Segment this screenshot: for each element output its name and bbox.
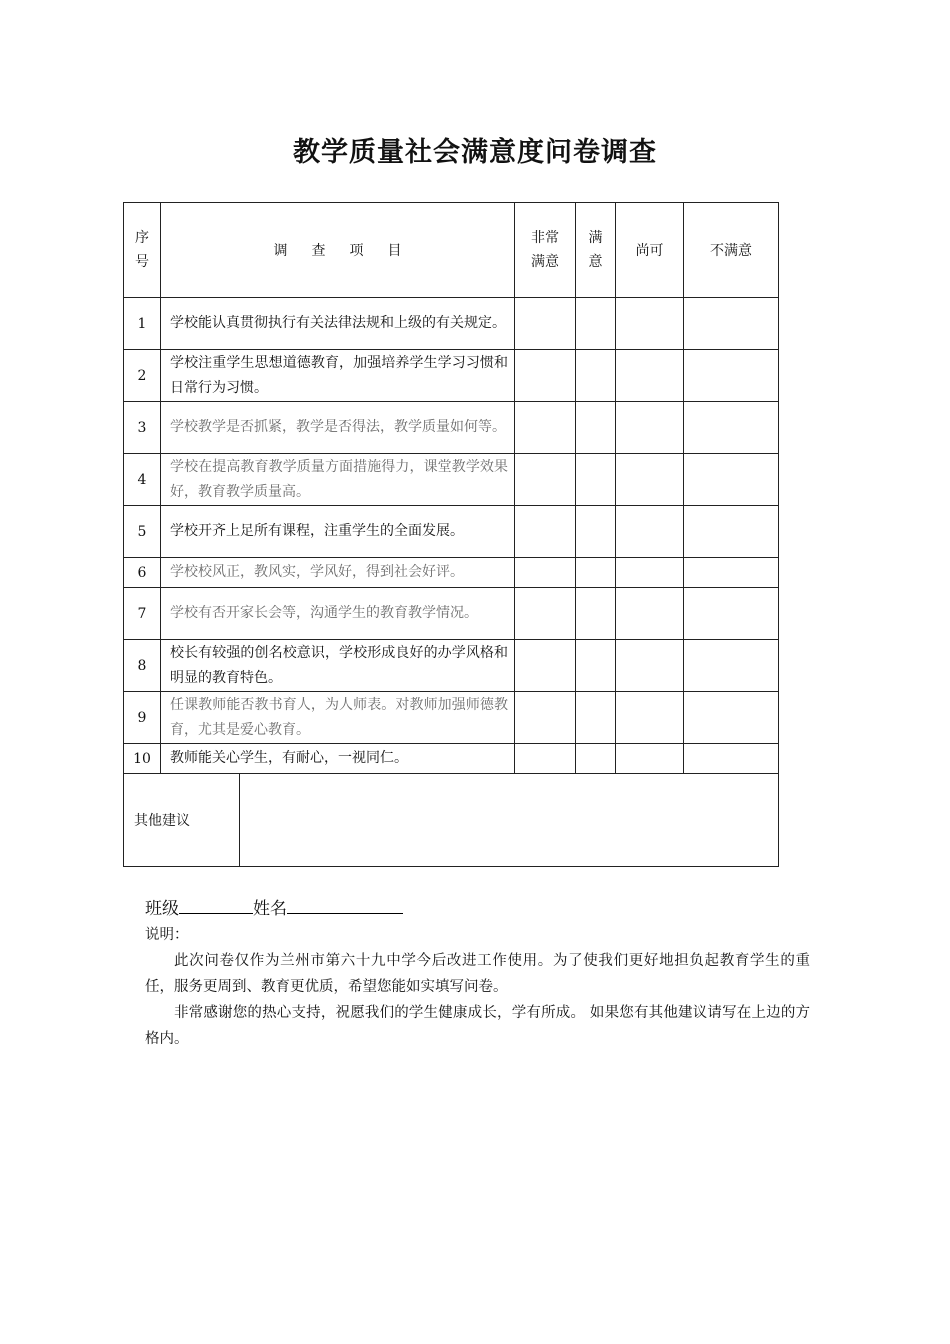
row-item-text: 学校开齐上足所有课程，注重学生的全面发展。 <box>161 506 515 558</box>
satisfied-cell[interactable] <box>576 506 616 558</box>
row-number: 8 <box>124 640 161 692</box>
dissatisfied-cell[interactable] <box>684 506 779 558</box>
acceptable-cell[interactable] <box>616 402 684 454</box>
row-item-text: 校长有较强的创名校意识，学校形成良好的办学风格和明显的教育特色。 <box>161 640 515 692</box>
header-acceptable: 尚可 <box>616 203 684 298</box>
satisfied-cell[interactable] <box>576 744 616 774</box>
acceptable-cell[interactable] <box>616 506 684 558</box>
row-number: 3 <box>124 402 161 454</box>
acceptable-cell[interactable] <box>616 454 684 506</box>
row-item-text: 教师能关心学生，有耐心，一视同仁。 <box>161 744 515 774</box>
very-satisfied-cell[interactable] <box>515 692 576 744</box>
acceptable-cell[interactable] <box>616 692 684 744</box>
page-title: 教学质量社会满意度问卷调查 <box>293 137 657 168</box>
acceptable-cell[interactable] <box>616 558 684 588</box>
note-paragraph-1: 此次问卷仅作为兰州市第六十九中学今后改进工作使用。为了使我们更好地担负起教育学生的重任，服务更周到、教育更优质，希望您能如实填写问卷。 <box>145 953 810 995</box>
header-satisfied: 满 意 <box>576 203 616 298</box>
header-item: 调查项目 <box>161 203 515 298</box>
very-satisfied-cell[interactable] <box>515 454 576 506</box>
header-very-satisfied: 非常 满意 <box>515 203 576 298</box>
very-satisfied-cell[interactable] <box>515 744 576 774</box>
name-input-line[interactable] <box>287 895 403 914</box>
row-item-text: 学校能认真贯彻执行有关法律法规和上级的有关规定。 <box>161 298 515 350</box>
satisfied-cell[interactable] <box>576 402 616 454</box>
row-item-text: 学校在提高教育教学质量方面措施得力，课堂教学效果好，教育教学质量高。 <box>161 454 515 506</box>
table-row <box>124 298 779 350</box>
satisfied-cell[interactable] <box>576 350 616 402</box>
table-row <box>124 640 779 692</box>
note-label: 说明： <box>145 927 189 943</box>
table-row <box>124 692 779 744</box>
row-number: 5 <box>124 506 161 558</box>
row-number: 1 <box>124 298 161 350</box>
dissatisfied-cell[interactable] <box>684 298 779 350</box>
dissatisfied-cell[interactable] <box>684 402 779 454</box>
very-satisfied-cell[interactable] <box>515 402 576 454</box>
table-header-row <box>124 203 779 298</box>
other-suggestions-label: 其他建议 <box>124 774 240 867</box>
satisfied-cell[interactable] <box>576 298 616 350</box>
very-satisfied-cell[interactable] <box>515 350 576 402</box>
acceptable-cell[interactable] <box>616 298 684 350</box>
very-satisfied-cell[interactable] <box>515 640 576 692</box>
very-satisfied-cell[interactable] <box>515 558 576 588</box>
header-index: 序 号 <box>124 203 161 298</box>
table-row <box>124 350 779 402</box>
acceptable-cell[interactable] <box>616 588 684 640</box>
very-satisfied-cell[interactable] <box>515 588 576 640</box>
table-row <box>124 506 779 558</box>
table-row <box>124 588 779 640</box>
satisfied-cell[interactable] <box>576 692 616 744</box>
row-number: 9 <box>124 692 161 744</box>
table-row <box>124 454 779 506</box>
row-item-text: 任课教师能否教书育人，为人师表。对教师加强师德教育，尤其是爱心教育。 <box>161 692 515 744</box>
satisfied-cell[interactable] <box>576 588 616 640</box>
row-number: 2 <box>124 350 161 402</box>
dissatisfied-cell[interactable] <box>684 558 779 588</box>
dissatisfied-cell[interactable] <box>684 744 779 774</box>
dissatisfied-cell[interactable] <box>684 350 779 402</box>
table-row <box>124 558 779 588</box>
row-item-text: 学校注重学生思想道德教育，加强培养学生学习习惯和日常行为习惯。 <box>161 350 515 402</box>
satisfied-cell[interactable] <box>576 454 616 506</box>
dissatisfied-cell[interactable] <box>684 640 779 692</box>
row-item-text: 学校教学是否抓紧，教学是否得法，教学质量如何等。 <box>161 402 515 454</box>
table-row <box>124 402 779 454</box>
dissatisfied-cell[interactable] <box>684 588 779 640</box>
row-number: 6 <box>124 558 161 588</box>
very-satisfied-cell[interactable] <box>515 506 576 558</box>
dissatisfied-cell[interactable] <box>684 454 779 506</box>
name-label: 姓名 <box>253 899 287 919</box>
other-suggestions-row <box>124 774 779 867</box>
class-name-line <box>145 895 810 922</box>
acceptable-cell[interactable] <box>616 640 684 692</box>
dissatisfied-cell[interactable] <box>684 692 779 744</box>
header-dissatisfied: 不满意 <box>684 203 779 298</box>
row-item-text: 学校有否开家长会等，沟通学生的教育教学情况。 <box>161 588 515 640</box>
survey-table <box>123 202 779 867</box>
class-label: 班级 <box>145 899 179 919</box>
note-paragraph-2: 非常感谢您的热心支持，祝愿我们的学生健康成长，学有所成。 如果您有其他建议请写在上边的方格内。 <box>145 1005 810 1047</box>
row-number: 7 <box>124 588 161 640</box>
acceptable-cell[interactable] <box>616 744 684 774</box>
table-row <box>124 744 779 774</box>
satisfied-cell[interactable] <box>576 640 616 692</box>
very-satisfied-cell[interactable] <box>515 298 576 350</box>
acceptable-cell[interactable] <box>616 350 684 402</box>
row-number: 4 <box>124 454 161 506</box>
row-item-text: 学校校风正，教风实，学风好，得到社会好评。 <box>161 558 515 588</box>
class-input-line[interactable] <box>179 895 253 914</box>
row-number: 10 <box>124 744 161 774</box>
other-suggestions-field[interactable] <box>240 774 779 867</box>
form-info <box>145 895 810 1052</box>
satisfied-cell[interactable] <box>576 558 616 588</box>
